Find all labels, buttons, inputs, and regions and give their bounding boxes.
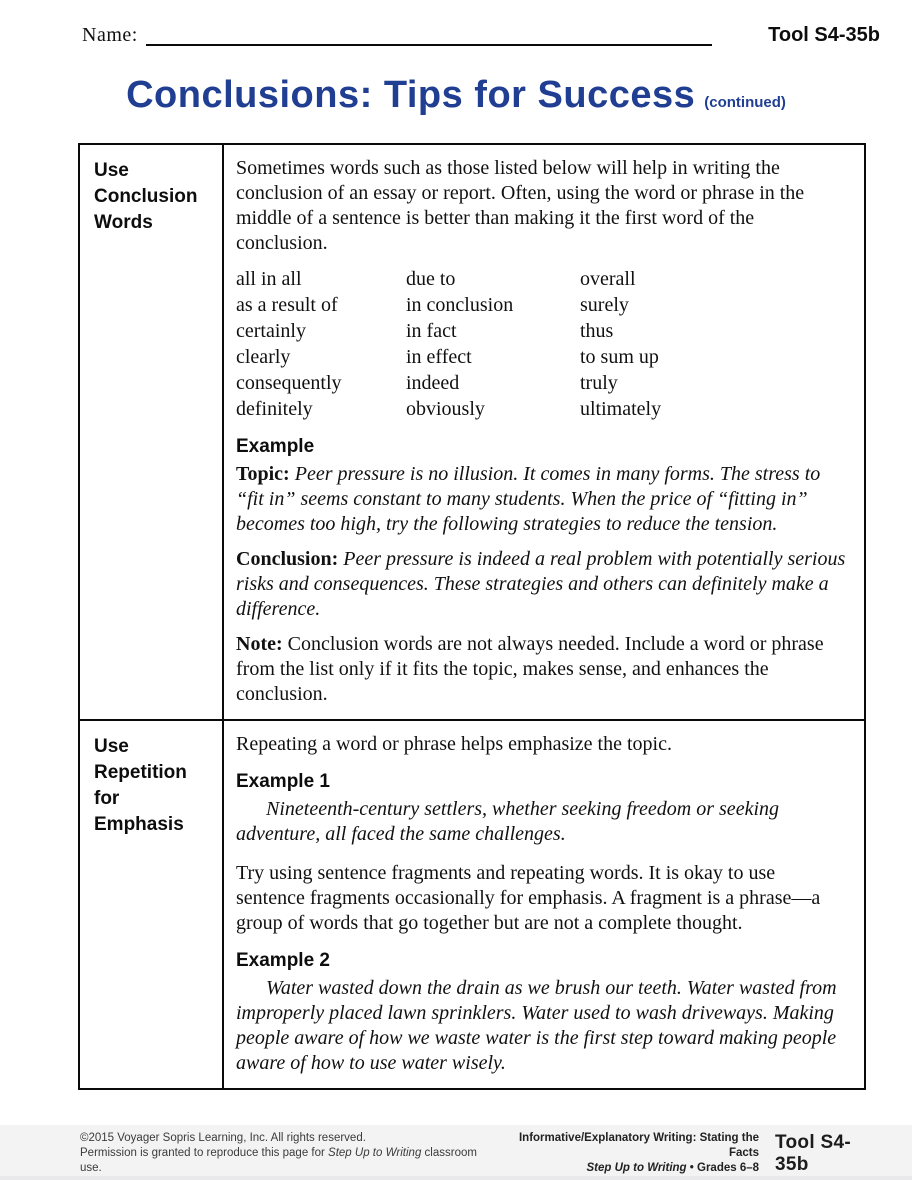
word-item: truly	[580, 372, 618, 394]
row2-content	[224, 721, 864, 1088]
tool-ref-header: Tool S4-35b	[768, 24, 880, 46]
row1-heading-line: Use	[94, 160, 129, 181]
word-item: in conclusion	[406, 294, 514, 316]
tool-ref-footer: Tool S4-35b	[775, 1131, 851, 1175]
row2-heading	[80, 721, 224, 1088]
example-heading: Example	[236, 436, 315, 457]
conclusion-words-list	[236, 266, 848, 422]
example2-heading: Example 2	[236, 950, 330, 971]
word-item: in fact	[406, 320, 457, 342]
row1-content	[224, 145, 864, 719]
row2-intro: Repeating a word or phrase helps emphasize the topic.	[236, 733, 672, 755]
copyright-line: ©2015 Voyager Sopris Learning, Inc. All rights reserved.	[80, 1132, 366, 1144]
row1-heading-line: Words	[94, 212, 153, 233]
word-item: as a result of	[236, 294, 338, 316]
page-header	[0, 0, 912, 48]
footer-inner	[0, 1125, 912, 1176]
row2-heading-line: for	[94, 788, 120, 809]
copyright-block	[80, 1131, 492, 1176]
example1-heading: Example 1	[236, 771, 330, 792]
row1-heading-line: Conclusion	[94, 186, 198, 207]
row1-heading	[80, 145, 224, 719]
fragments-paragraph: Try using sentence fragments and repeating words. It is okay to use sentence fragments occasionally for emphasis. A fragment is a phrase—a group of words that go together but are not a complete thought.	[236, 862, 821, 934]
series-suffix: • Grades 6–8	[686, 1162, 760, 1174]
word-item: all in all	[236, 268, 302, 290]
footer	[0, 1125, 912, 1180]
permission-suffix: classroom use.	[80, 1147, 477, 1174]
word-item: definitely	[236, 398, 313, 420]
word-item: thus	[580, 320, 614, 342]
row2-heading-line: Emphasis	[94, 814, 184, 835]
conclusion-paragraph	[236, 547, 848, 622]
row1-intro: Sometimes words such as those listed below will help in writing the conclusion of an essay or report. Often, using the word or phrase in the middle of a sentence is better than making it the first word of the conclusion.	[236, 157, 805, 254]
word-item: ultimately	[580, 398, 662, 420]
conclusion-label: Conclusion:	[236, 548, 339, 570]
word-item: obviously	[406, 398, 485, 420]
tips-table	[78, 143, 866, 1090]
name-label: Name:	[82, 24, 138, 46]
word-item: clearly	[236, 346, 291, 368]
topic-text: Peer pressure is no illusion. It comes in many forms. The stress to “fit in” seems constant to many students. When the price of “fitting in” becomes too high, try the following strategies to reduce the tension.	[236, 463, 821, 535]
note-label: Note:	[236, 633, 283, 655]
row-repetition	[80, 719, 864, 1088]
permission-italic: Step Up to Writing	[328, 1147, 422, 1159]
word-item: overall	[580, 268, 636, 290]
topic-label: Topic:	[236, 463, 290, 485]
series-block	[492, 1131, 759, 1176]
example2-text: Water wasted down the drain as we brush our teeth. Water wasted from improperly placed lawn sprinklers. Water used to wash driveways. Making people aware of how we waste water is the first step toward making people aware of how to use water wisely.	[236, 977, 837, 1074]
title-continued: (continued)	[704, 94, 786, 111]
word-item: certainly	[236, 320, 306, 342]
row-conclusion-words	[80, 145, 864, 719]
word-item: to sum up	[580, 346, 659, 368]
word-item: indeed	[406, 372, 460, 394]
page-title: Conclusions: Tips for Success	[126, 74, 696, 116]
word-item: surely	[580, 294, 629, 316]
word-item: in effect	[406, 346, 472, 368]
series-subtitle	[492, 1161, 759, 1176]
permission-prefix: Permission is granted to reproduce this page for	[80, 1147, 329, 1159]
topic-paragraph	[236, 462, 848, 537]
note-text: Conclusion words are not always needed. Include a word or phrase from the list only if it fits the topic, makes sense, and enhances the conclusion.	[236, 633, 824, 705]
series-title: Informative/Explanatory Writing: Stating the Facts	[518, 1132, 760, 1159]
conclusion-text: Peer pressure is indeed a real problem with potentially serious risks and consequences. These strategies and others can definitely make a difference.	[236, 548, 846, 620]
row2-heading-line: Repetition	[94, 762, 187, 783]
example1-text: Nineteenth-century settlers, whether seeking freedom or seeking adventure, all faced the same challenges.	[236, 798, 779, 845]
series-italic: Step Up to Writing	[586, 1162, 687, 1174]
footer-right	[492, 1131, 882, 1176]
word-item: consequently	[236, 372, 342, 394]
permission-line	[80, 1146, 492, 1176]
note-paragraph	[236, 632, 848, 707]
word-item: due to	[406, 268, 456, 290]
row2-heading-line: Use	[94, 736, 129, 757]
title-row	[0, 74, 912, 117]
name-blank-line	[146, 22, 712, 46]
